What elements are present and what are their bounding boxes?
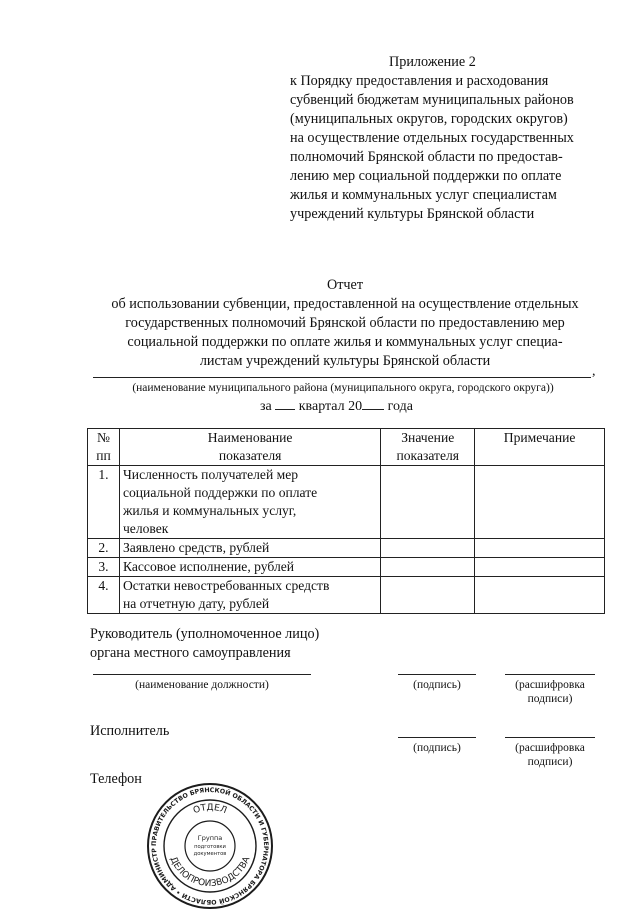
executor-decode-blank[interactable] [505, 737, 595, 738]
row-name [119, 539, 380, 558]
row-name-line: на отчетную дату, рублей [122, 596, 270, 611]
head-decode-blank[interactable] [505, 674, 595, 675]
head-label-line: органа местного самоуправления [90, 645, 291, 661]
report-subtitle-line: социальной поддержки по оплате жилья и коммунальных услуг специа- [127, 334, 563, 350]
header-value-line: показателя [396, 448, 460, 463]
report-subtitle-line: листам учреждений культуры Брянской области [199, 353, 491, 369]
stamp-center-line: документов [193, 851, 227, 857]
head-signature-blank[interactable] [398, 674, 476, 675]
row-name-line: человек [122, 521, 169, 536]
stamp-ring-text: ПРАВИТЕЛЬСТВО БРЯНСКОЙ ОБЛАСТИ И ГУБЕРНАТОРА БРЯНСКОЙ ОБЛАСТИ • АДМИНИСТР [150, 786, 270, 906]
appendix-line: жилья и коммунальных услуг специалистам [290, 187, 557, 203]
year-blank [362, 397, 384, 410]
decode-line: (расшифровка [515, 742, 585, 754]
row-note[interactable] [475, 577, 605, 614]
row-name-line: социальной поддержки по оплате [122, 485, 318, 500]
municipality-comma: , [592, 364, 596, 379]
row-name-line: жилья и коммунальных услуг, [122, 503, 297, 518]
header-note-line: Примечание [503, 430, 576, 445]
row-value[interactable] [381, 466, 475, 539]
decode-line: подписи) [527, 756, 573, 768]
appendix-line: к Порядку предоставления и расходования [290, 73, 549, 89]
row-name-line: Численность получателей мер [122, 467, 299, 482]
appendix-line: полномочий Брянской области по предостав- [290, 149, 563, 165]
header-note [475, 429, 605, 466]
report-table [87, 428, 605, 614]
row-num: 4. [88, 577, 120, 614]
header-name-line: показателя [218, 448, 282, 463]
stamp-inner-bottom: ДЕЛОПРОИЗВОДСТВА [167, 855, 253, 890]
quarter-blank [275, 397, 295, 410]
row-note[interactable] [475, 558, 605, 577]
report-period [260, 397, 413, 415]
stamp-center-line: Группа [197, 834, 223, 842]
header-value-line: Значение [401, 430, 455, 445]
position-blank-line[interactable] [93, 674, 311, 675]
report-subtitle-line: государственных полномочий Брянской области по предоставлению мер [125, 315, 565, 331]
row-value[interactable] [381, 577, 475, 614]
row-num: 2. [88, 539, 120, 558]
appendix-number: Приложение 2 [389, 54, 476, 70]
header-num [88, 429, 120, 466]
appendix-description [290, 72, 574, 224]
executor-signature-blank[interactable] [398, 737, 476, 738]
header-name-line: Наименование [207, 430, 293, 445]
row-value[interactable] [381, 539, 475, 558]
table-row [88, 558, 605, 577]
executor-decode-caption [505, 741, 595, 769]
head-label-line: Руководитель (уполномоченное лицо) [90, 626, 320, 642]
decode-line: подписи) [527, 693, 573, 705]
appendix-line: (муниципальных округов, городских округов) [290, 111, 568, 127]
head-decode-caption [505, 678, 595, 706]
head-signature-label [90, 625, 319, 663]
decode-line: (расшифровка [515, 679, 585, 691]
row-num: 1. [88, 466, 120, 539]
table-row [88, 577, 605, 614]
header-num-line: № [96, 430, 110, 445]
row-note[interactable] [475, 539, 605, 558]
report-title-block [80, 276, 610, 371]
header-value [381, 429, 475, 466]
report-title: Отчет [326, 277, 364, 293]
row-name [119, 577, 380, 614]
appendix-line: на осуществление отдельных государственных [290, 130, 574, 146]
table-row [88, 466, 605, 539]
municipality-caption: (наименование муниципального района (муниципального округа, городского округа)) [132, 382, 554, 394]
executor-label: Исполнитель [90, 723, 170, 739]
stamp-inner-top: ОТДЕЛ [192, 802, 228, 817]
position-caption: (наименование должности) [135, 679, 269, 691]
row-name-line: Остатки невостребованных средств [122, 578, 330, 593]
appendix-line: учреждений культуры Брянской области [290, 206, 535, 222]
phone-label: Телефон [90, 771, 142, 787]
row-num: 3. [88, 558, 120, 577]
table-row [88, 539, 605, 558]
row-note[interactable] [475, 466, 605, 539]
row-name-line: Кассовое исполнение, рублей [122, 559, 295, 574]
row-name [119, 466, 380, 539]
row-name-line: Заявлено средств, рублей [122, 540, 270, 555]
stamp-center-line: подготовки [194, 844, 226, 850]
period-mid: квартал 20 [298, 399, 363, 414]
row-name [119, 558, 380, 577]
executor-signature-caption: (подпись) [413, 742, 461, 754]
office-stamp [146, 782, 274, 910]
appendix-line: субвенций бюджетам муниципальных районов [290, 92, 574, 108]
header-name [119, 429, 380, 466]
period-suffix: года [387, 399, 413, 414]
row-value[interactable] [381, 558, 475, 577]
appendix-line: лению мер социальной поддержки по оплате [290, 168, 562, 184]
period-prefix: за [260, 399, 272, 414]
header-num-line: пп [96, 448, 111, 463]
table-header-row [88, 429, 605, 466]
municipality-blank-line [93, 377, 591, 378]
report-subtitle-line: об использовании субвенции, предоставленной на осуществление отдельных [111, 296, 579, 312]
head-signature-caption: (подпись) [413, 679, 461, 691]
stamp-seal-icon [146, 782, 274, 910]
